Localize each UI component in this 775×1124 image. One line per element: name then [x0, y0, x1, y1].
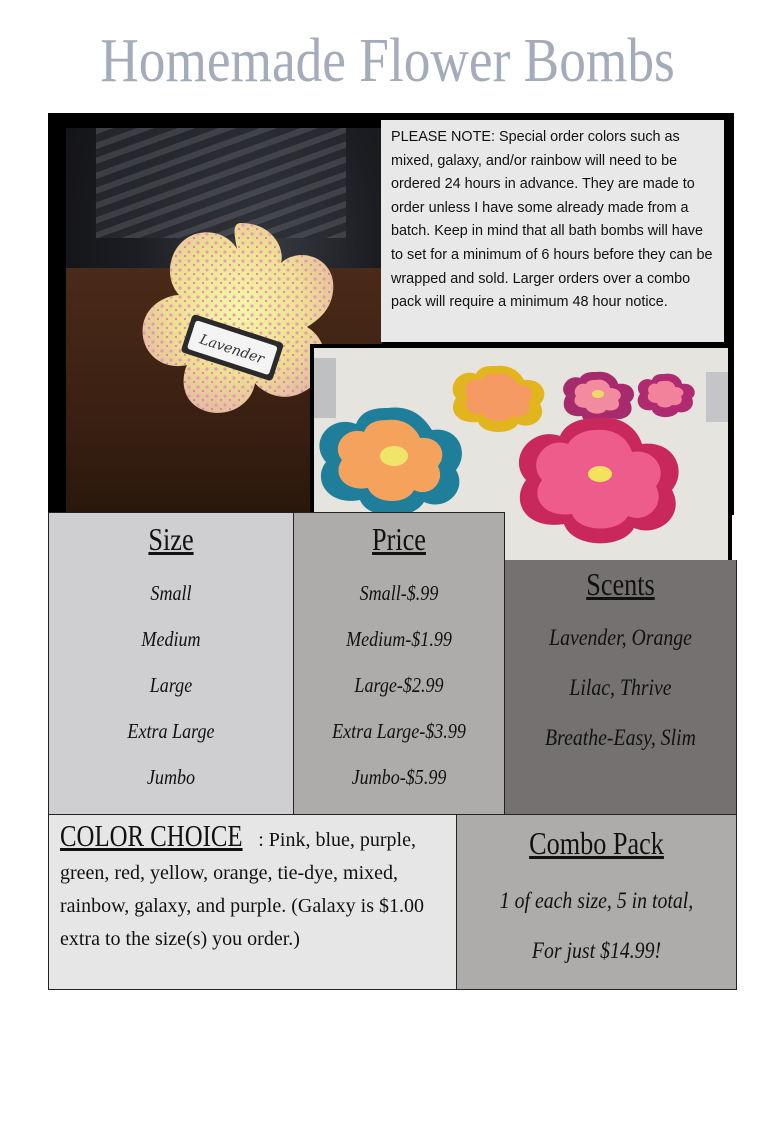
color-choice-list: : Pink, blue, purple, green, red, yellow, orange, tie-dye, mixed, rainbow, galaxy, and purple. (Galaxy is $1.00 extra to the size(s) you order.) — [60, 829, 424, 950]
color-choice-heading: COLOR CHOICE — [60, 818, 243, 853]
price-item: Extra Large-$3.99 — [332, 719, 466, 743]
lavender-label: Lavender — [197, 331, 266, 368]
page-title: Homemade Flower Bombs — [100, 27, 675, 95]
special-order-note: PLEASE NOTE: Special order colors such as mixed, galaxy, and/or rainbow will need to be ordered 24 hours in advance. They are made to order unless I have some already made from a batch. Keep in mind that all bath bombs will have to set for a minimum of 6 hours before they can be wrapped and sold. Larger orders over a combo pack will require a minimum 48 hour notice. — [381, 120, 724, 342]
price-item: Small-$.99 — [359, 581, 439, 605]
scents-heading: Scents — [586, 566, 655, 602]
price-item: Large-$2.99 — [354, 673, 444, 697]
color-choice-panel — [48, 814, 457, 990]
price-item: Medium-$1.99 — [346, 627, 452, 651]
price-panel — [293, 512, 505, 815]
scent-item: Lilac, Thrive — [569, 675, 672, 700]
size-item: Jumbo — [146, 765, 196, 789]
price-item: Jumbo-$5.99 — [351, 765, 447, 789]
price-heading: Price — [372, 521, 426, 557]
scents-panel — [504, 560, 737, 815]
size-panel — [48, 512, 294, 815]
size-item: Large — [149, 673, 193, 697]
size-item: Small — [150, 581, 192, 605]
combo-pack-panel — [456, 814, 737, 990]
color-choice-text — [49, 815, 456, 956]
scent-item: Breathe-Easy, Slim — [545, 725, 696, 750]
combo-line-1: 1 of each size, 5 in total, — [499, 888, 694, 913]
combo-heading: Combo Pack — [529, 825, 664, 861]
size-heading: Size — [148, 521, 194, 557]
scent-item: Lavender, Orange — [549, 625, 692, 650]
size-item: Extra Large — [127, 719, 215, 743]
size-item: Medium — [141, 627, 201, 651]
combo-line-2: For just $14.99! — [531, 938, 662, 963]
